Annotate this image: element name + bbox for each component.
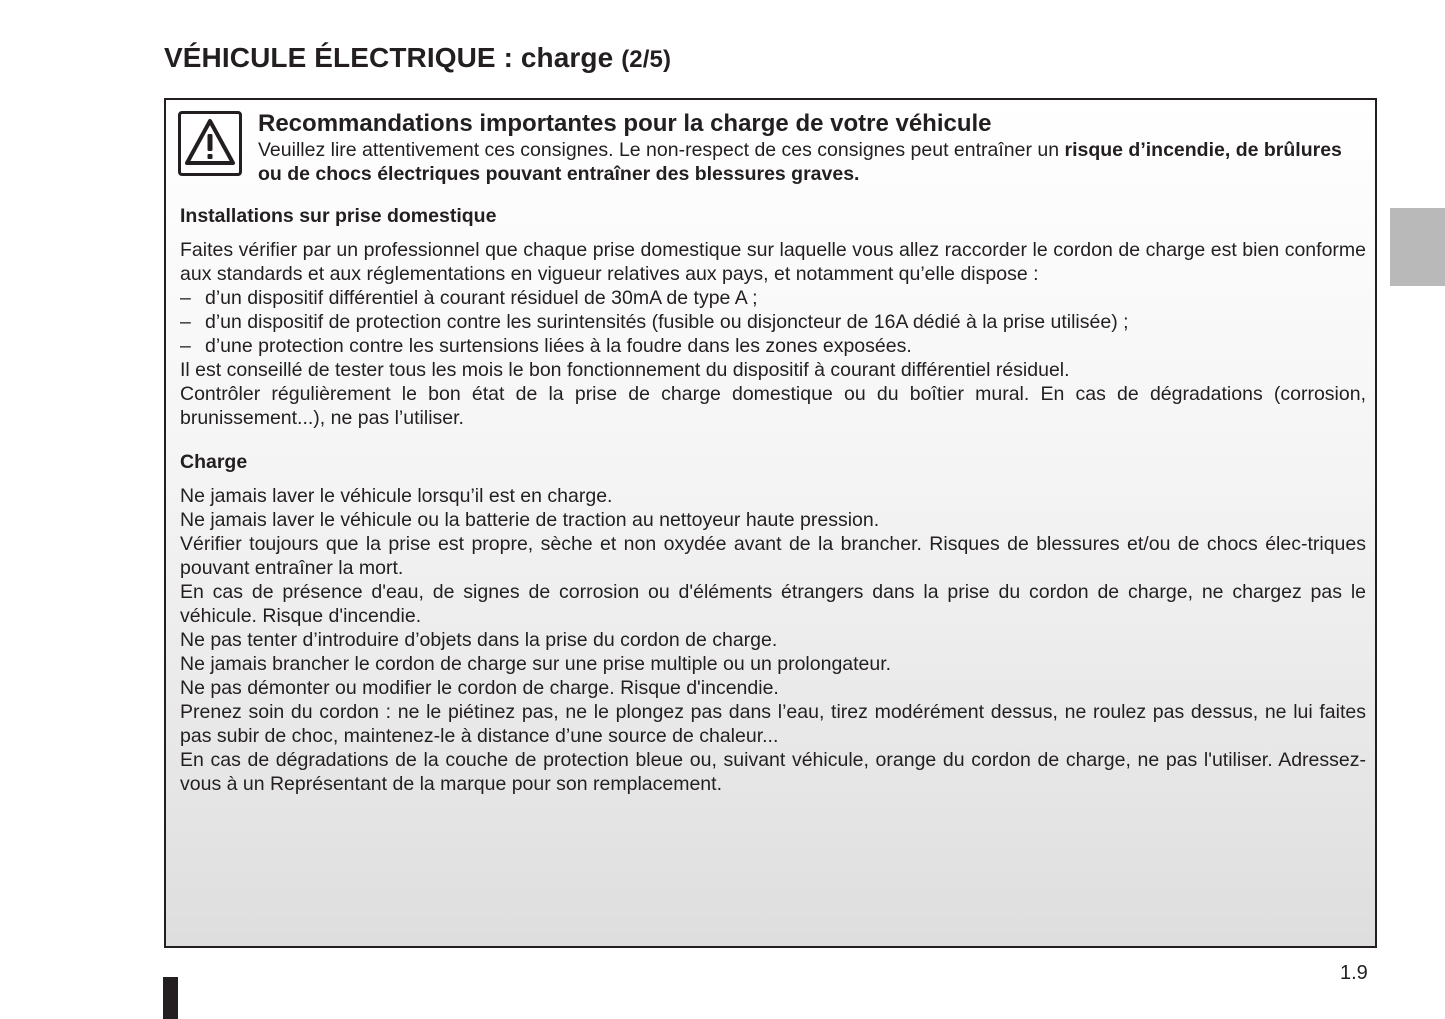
list-dash: – [180, 311, 191, 333]
list-dash: – [180, 287, 191, 309]
charge-paragraph: Prenez soin du cordon : ne le piétinez pas, ne le plongez pas dans l’eau, tirez modérément dessus, ne roulez pas dessus, ne lui faites pas subir de choc, maintenez-le à distance d’une source de chaleur... [180, 701, 1366, 747]
warning-content [180, 204, 1366, 796]
list-item [180, 286, 1366, 310]
list-item-text: d’un dispositif de protection contre les surintensités (fusible ou disjoncteur de 16A dédié à la prise utilisée) ; [205, 311, 1129, 333]
warning-header [258, 110, 1366, 186]
page-title-text: VÉHICULE ÉLECTRIQUE : charge [164, 42, 614, 73]
installations-heading: Installations sur prise domestique [180, 205, 497, 227]
page-corner-mark [163, 977, 178, 1019]
installations-intro: Faites vérifier par un professionnel que chaque prise domestique sur laquelle vous allez raccorder le cordon de charge est bien conforme aux standards et aux réglementations en vigueur relatives aux pays, et notamment qu’elle dispose : [180, 239, 1366, 285]
list-item-text: d’une protection contre les surtensions liées à la foudre dans les zones exposées. [205, 335, 912, 357]
warning-intro [258, 138, 1366, 186]
installations-paragraph: Il est conseillé de tester tous les mois le bon fonctionnement du dispositif à courant différentiel résiduel. [180, 359, 1070, 381]
charge-paragraph: En cas de présence d'eau, de signes de corrosion ou d'éléments étrangers dans la prise du cordon de charge, ne chargez pas le véhicule. Risque d'incendie. [180, 581, 1366, 627]
list-item [180, 334, 1366, 358]
page-number: 1.9 [1340, 962, 1368, 984]
charge-paragraph: Vérifier toujours que la prise est propre, sèche et non oxydée avant de la brancher. Risques de blessures et/ou de chocs élec-triques pouvant entraîner la mort. [180, 533, 1366, 579]
charge-paragraph: Ne pas tenter d’introduire d’objets dans la prise du cordon de charge. [180, 629, 778, 651]
warning-intro-bold: risque d’incendie, de brûlures ou de chocs électriques pouvant entraîner des blessures graves. [258, 139, 1342, 185]
list-item [180, 310, 1366, 334]
warning-triangle-glyph [184, 117, 236, 169]
installations-paragraph: Contrôler régulièrement le bon état de la prise de charge domestique ou du boîtier mural. En cas de dégradations (corrosion, brunissement...), ne pas l’utiliser. [180, 383, 1366, 429]
charge-paragraph: Ne jamais laver le véhicule lorsqu’il est en charge. [180, 485, 613, 507]
section-tab [1390, 208, 1445, 286]
charge-paragraph: Ne jamais brancher le cordon de charge sur une prise multiple ou un prolongateur. [180, 653, 892, 675]
warning-box [164, 98, 1377, 948]
page-part-indicator: (2/5) [621, 46, 672, 73]
charge-paragraph: Ne jamais laver le véhicule ou la batterie de traction au nettoyeur haute pression. [180, 509, 880, 531]
charge-paragraph: En cas de dégradations de la couche de protection bleue ou, suivant véhicule, orange du cordon de charge, ne pas l'utiliser. Adressez-vous à un Représentant de la marque pour son remplacement. [180, 749, 1366, 795]
page-title [164, 42, 671, 74]
charge-paragraph: Ne pas démonter ou modifier le cordon de charge. Risque d'incendie. [180, 677, 779, 699]
warning-intro-text: Veuillez lire attentivement ces consignes. Le non-respect de ces consignes peut entraîner un [258, 139, 1060, 161]
charge-heading: Charge [180, 451, 248, 473]
list-item-text: d’un dispositif différentiel à courant résiduel de 30mA de type A ; [205, 287, 758, 309]
warning-title: Recommandations importantes pour la charge de votre véhicule [258, 110, 992, 137]
warning-triangle-icon [178, 111, 242, 176]
list-dash: – [180, 335, 191, 357]
